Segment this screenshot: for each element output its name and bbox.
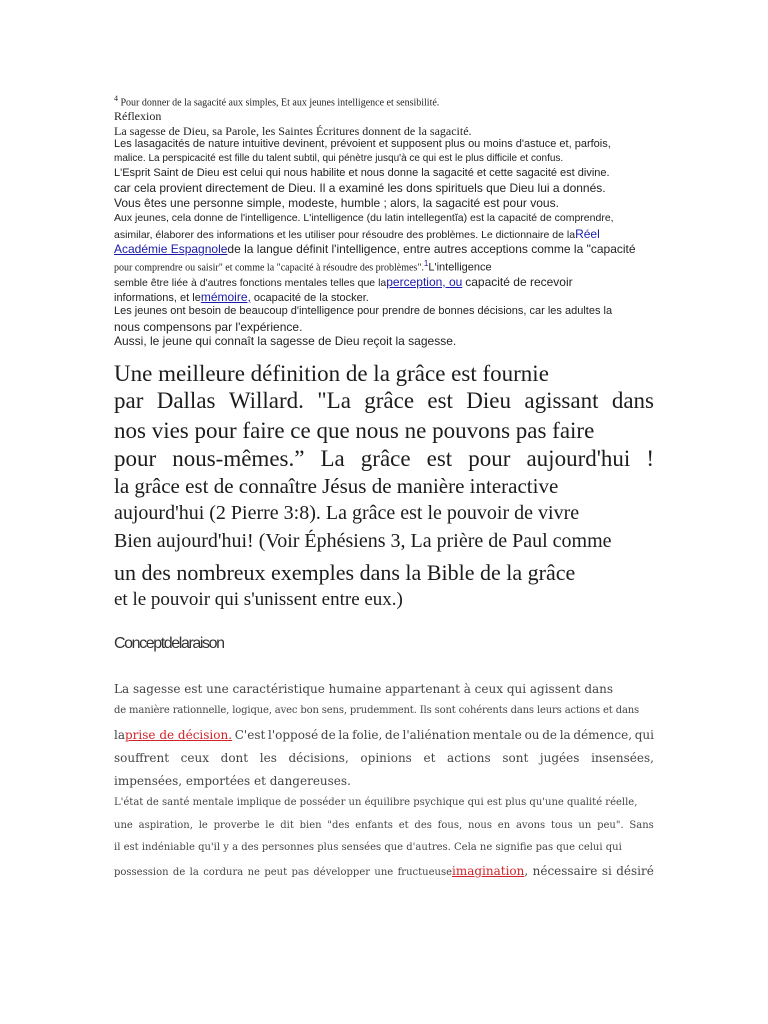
text-line: Les lasagacités de nature intuitive devinent, prévoient et supposent plus ou moins d'astuce et, parfois, (114, 138, 611, 150)
text-line: Aux jeunes, cela donne de l'intelligence. L'intelligence (du latin intellegentĭa) est la capacité de comprendre, (114, 212, 614, 224)
word: de (542, 728, 558, 742)
word: des (414, 820, 432, 831)
grace-line-justified (114, 388, 654, 414)
word: pas (291, 867, 310, 878)
word: la (559, 728, 571, 742)
text-span (398, 864, 529, 878)
word: souffrent (114, 751, 170, 765)
word: un (578, 820, 592, 831)
verse-line (114, 94, 439, 108)
text-line: il est indéniable qu'il y a des personnes plus sensées que d'autres. Cela ne signifie pas que celui qui (114, 842, 622, 853)
word: l'aliénation (402, 728, 471, 742)
text-span: pour comprendre ou saisir" et comme la "capacité à résoudre des problèmes". (114, 262, 424, 274)
grace-line: la grâce est de connaître Jésus de manière interactive (114, 474, 559, 498)
word: C'est (234, 728, 266, 742)
word: nous (467, 820, 492, 831)
word: de (385, 728, 400, 742)
section-heading: Conceptdelaraison (114, 635, 224, 652)
word: "des (327, 820, 350, 831)
word: ou (524, 728, 540, 742)
word: le (198, 820, 208, 831)
word: nous-mêmes.” (172, 446, 305, 471)
word: fous, (437, 820, 463, 831)
word: possession (114, 867, 169, 878)
text-span: capacité de recevoir (465, 275, 573, 289)
word: sont (502, 751, 529, 765)
word: de (172, 867, 186, 878)
text-line: car cela provient directement de Dieu. Il a examiné les dons spirituels que Dieu lui a donnés. (114, 181, 606, 195)
word: ceux (180, 751, 209, 765)
word: peut (264, 867, 288, 878)
text-span: fructueuse (397, 867, 452, 878)
word: une (114, 820, 133, 831)
word: pour (468, 446, 511, 471)
text-span: semble être liée à d'autres fonctions mentales telles que la (114, 277, 387, 289)
word: agissant (524, 388, 599, 413)
memoire-link[interactable]: mémoire, (200, 290, 251, 304)
word: est (427, 388, 453, 413)
grace-line: Bien aujourd'hui! (Voir Éphésiens 3, La prière de Paul comme (114, 530, 612, 552)
word: si (601, 864, 612, 878)
word: l'opposé (267, 728, 319, 742)
text-line (114, 259, 492, 273)
text-line: Les jeunes ont besoin de beaucoup d'intelligence pour prendre de bonnes décisions, car les adultes la (114, 305, 613, 317)
word: enfants (355, 820, 393, 831)
word: ne (247, 867, 260, 878)
word: la (189, 867, 199, 878)
academie-espagnole-link[interactable]: Académie Espagnole (114, 242, 228, 256)
text-line: Vous êtes une personne simple, modeste, humble ; alors, la sagacité est pour vous. (114, 196, 559, 210)
word: jugées (539, 751, 580, 765)
word: démence, (573, 728, 633, 742)
text-span: L'intelligence (428, 261, 492, 274)
word: les (259, 751, 277, 765)
word: Sans (629, 820, 654, 831)
word: est (426, 446, 453, 471)
imagination-link[interactable]: imagination (452, 864, 525, 878)
text-span: asimilar, élaborer des informations et les utiliser pour résoudre des problèmes. Le dictionnaire de la (114, 229, 576, 241)
word: ! (646, 446, 654, 471)
word: nécessaire (532, 864, 598, 878)
text-span (114, 728, 232, 742)
text-line: nous compensons par l'expérience. (114, 320, 303, 334)
text-span: de la langue définit l'intelligence, entre autres acceptions comme la "capacité (227, 242, 636, 256)
word: aujourd'hui (526, 446, 631, 471)
word: La (320, 446, 345, 471)
grace-line-justified (114, 446, 654, 472)
word: dit (280, 820, 294, 831)
word: dans (611, 388, 654, 413)
text-line: Aussi, le jeune qui connaît la sagesse de Dieu reçoit la sagesse. (114, 334, 457, 348)
word: actions (447, 751, 491, 765)
word: Willard. (228, 388, 304, 413)
word: et (398, 820, 409, 831)
text-line: L'Esprit Saint de Dieu est celui qui nous habilite et nous donne la sagacité et cette sagacité est divine. (114, 167, 610, 179)
text-line: de manière rationnelle, logique, avec bon sens, prudemment. Ils sont cohérents dans leurs actions et dans (114, 705, 640, 716)
word: Dieu (466, 388, 512, 413)
word: mentale (472, 728, 522, 742)
text-line-justified (114, 728, 654, 742)
word: décisions, (288, 751, 349, 765)
word: , (524, 864, 529, 878)
word: le (265, 820, 275, 831)
word: insensées, (591, 751, 654, 765)
word: proverbe (213, 820, 260, 831)
text-line (114, 242, 636, 256)
text-span: ocapacité de la stocker. (253, 292, 369, 304)
verse-marker: 4 (114, 94, 118, 103)
text-line: La sagesse est une caractéristique humaine appartenant à ceux qui agissent dans (114, 682, 614, 696)
word: dont (220, 751, 249, 765)
word: la (338, 728, 350, 742)
word: développer (313, 867, 371, 878)
grace-line: nos vies pour faire ce que nous ne pouvons pas faire (114, 418, 595, 443)
word: désiré (616, 864, 654, 878)
word: par (114, 388, 144, 413)
word: et (423, 751, 436, 765)
word: de (320, 728, 336, 742)
footnote-ref[interactable]: 1 (423, 259, 429, 268)
text-line-justified (114, 864, 654, 878)
grace-line: et le pouvoir qui s'unissent entre eux.) (114, 589, 403, 610)
word: qui (634, 728, 654, 742)
text-line (114, 290, 369, 304)
word: opinions (360, 751, 412, 765)
grace-line: Une meilleure définition de la grâce est fournie (114, 361, 549, 386)
perception-link[interactable]: perception, ou (386, 275, 463, 289)
text-span: informations, et le (114, 292, 201, 304)
text-line-justified (114, 820, 654, 831)
text-line (114, 275, 573, 289)
text-line-justified (114, 751, 654, 765)
text-line: La sagesse de Dieu, sa Parole, les Saintes Écritures donnent de la sagacité. (114, 124, 472, 138)
word: avons (515, 820, 546, 831)
word: peu". (597, 820, 624, 831)
word: pour (114, 446, 157, 471)
verse-text: Pour donner de la sagacité aux simples, Et aux jeunes intelligence et sensibilité. (120, 97, 440, 109)
reflexion-heading: Réflexion (114, 109, 162, 123)
reel-link[interactable]: Réel (575, 227, 600, 241)
text-line: L'état de santé mentale implique de posséder un équilibre psychique qui est plus qu'une qualité réelle, (114, 797, 638, 808)
word: "La (317, 388, 351, 413)
word: bien (299, 820, 322, 831)
word: tous (550, 820, 573, 831)
text-line: impensées, emportées et dangereuses. (114, 774, 351, 788)
word: grâce (360, 446, 411, 471)
word: Dallas (156, 388, 216, 413)
grace-line: aujourd'hui (2 Pierre 3:8). La grâce est le pouvoir de vivre (114, 502, 580, 524)
word: cordura (203, 867, 244, 878)
word: aspiration, (138, 820, 193, 831)
word: folie, (352, 728, 383, 742)
text-line (114, 227, 600, 241)
prise-de-decision-link[interactable]: prise de décision. (125, 728, 233, 742)
text-line: malice. La perspicacité est fille du talent subtil, qui pénètre jusqu'à ce qui est le plus difficile et confus. (114, 153, 564, 164)
grace-line: un des nombreux exemples dans la Bible de la grâce (114, 560, 576, 585)
word: une (374, 867, 394, 878)
word: grâce (364, 388, 415, 413)
word: en (497, 820, 511, 831)
text-span: la (114, 728, 125, 742)
